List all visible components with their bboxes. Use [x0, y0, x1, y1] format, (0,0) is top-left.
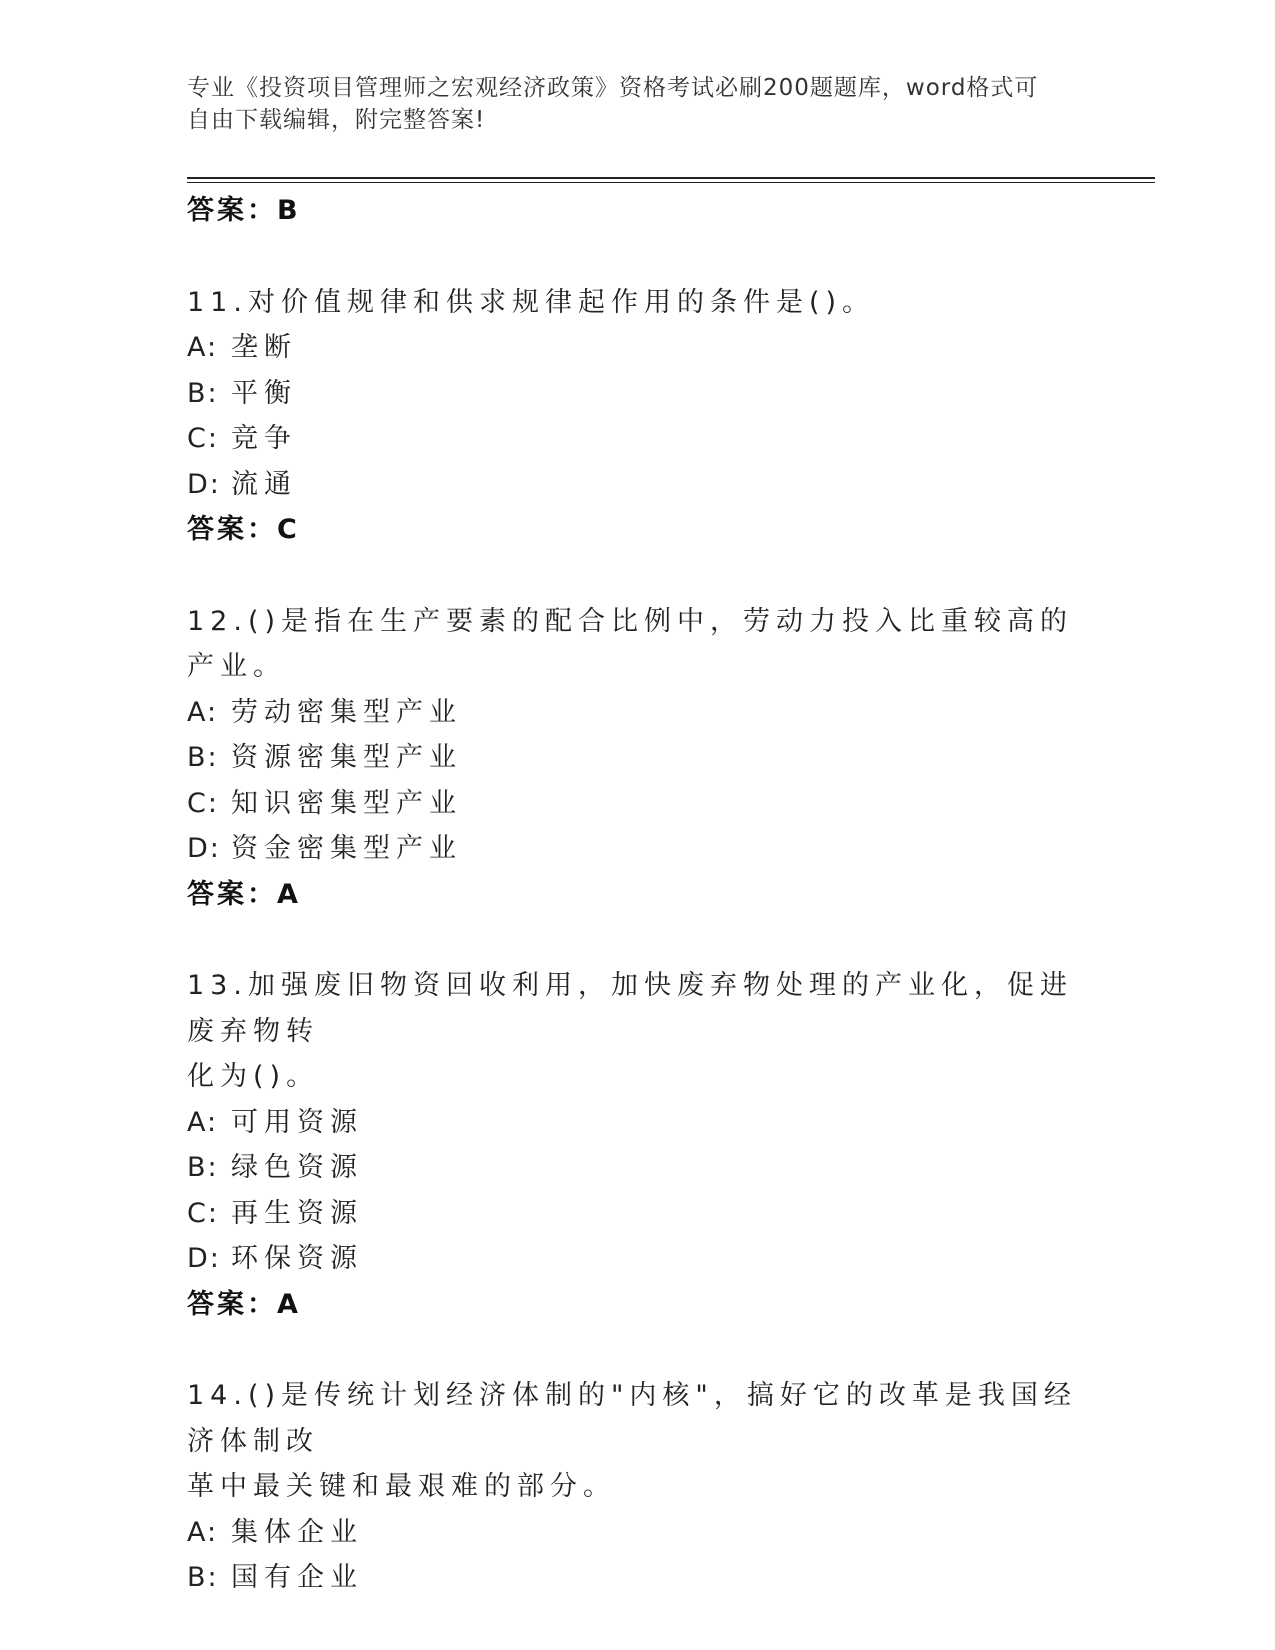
question-11	[187, 280, 1087, 553]
question-12-option-a	[187, 690, 1087, 736]
question-13-text-line-1: 13.加强废旧物资回收利用，加快废弃物处理的产业化，促进废弃物转	[187, 970, 1073, 1047]
question-list	[187, 188, 1087, 1601]
question-13	[187, 963, 1087, 1327]
option-key: C:	[187, 1197, 219, 1229]
option-text: 集体企业	[231, 1516, 363, 1548]
question-11-text: 11.对价值规律和供求规律起作用的条件是()。	[187, 286, 876, 318]
spacer	[187, 1327, 1087, 1373]
question-11-option-b	[187, 371, 1087, 417]
question-12-option-d	[187, 826, 1087, 872]
option-key: B:	[187, 1562, 219, 1593]
option-text: 资源密集型产业	[231, 742, 462, 773]
spacer	[187, 553, 1087, 599]
option-text: 垄断	[231, 332, 297, 363]
header-line-2: 自由下载编辑，附完整答案!	[187, 107, 486, 133]
answer-line-10: 答案：B	[187, 195, 301, 226]
option-key: B:	[187, 1152, 219, 1183]
question-11-option-a	[187, 325, 1087, 371]
option-key: D:	[187, 1243, 221, 1274]
option-text: 竞争	[231, 423, 297, 454]
header-divider-thick	[187, 177, 1155, 179]
question-11-answer: 答案：C	[187, 514, 300, 545]
spacer	[187, 234, 1087, 280]
question-14-text-line-2: 革中最关键和最艰难的部分。	[187, 1471, 616, 1502]
option-key: C:	[187, 787, 219, 819]
option-key: A:	[187, 1516, 219, 1548]
option-text: 环保资源	[231, 1243, 363, 1274]
option-text: 再生资源	[231, 1197, 363, 1229]
option-key: B:	[187, 377, 219, 409]
option-key: D:	[187, 833, 221, 864]
question-14-text-line-1: 14.()是传统计划经济体制的"内核"，搞好它的改革是我国经济体制改	[187, 1380, 1077, 1457]
option-text: 可用资源	[231, 1106, 363, 1138]
option-text: 绿色资源	[231, 1152, 363, 1183]
option-key: C:	[187, 423, 219, 454]
document-header	[187, 72, 1087, 136]
option-key: D:	[187, 468, 221, 500]
option-text: 流通	[231, 468, 297, 500]
question-12	[187, 599, 1087, 918]
question-14	[187, 1373, 1087, 1601]
option-key: A:	[187, 332, 219, 363]
spacer	[187, 917, 1087, 963]
option-key: B:	[187, 742, 219, 773]
question-13-answer: 答案：A	[187, 1288, 301, 1320]
question-12-option-b	[187, 735, 1087, 781]
option-text: 劳动密集型产业	[231, 696, 462, 728]
question-13-option-d	[187, 1236, 1087, 1282]
question-13-option-b	[187, 1145, 1087, 1191]
question-14-option-a	[187, 1510, 1087, 1556]
option-key: A:	[187, 1106, 219, 1138]
question-14-option-b	[187, 1555, 1087, 1601]
question-11-option-c	[187, 416, 1087, 462]
question-13-option-a	[187, 1100, 1087, 1146]
option-key: A:	[187, 696, 219, 728]
option-text: 国有企业	[231, 1562, 363, 1593]
question-11-option-d	[187, 462, 1087, 508]
question-12-option-c	[187, 781, 1087, 827]
option-text: 资金密集型产业	[231, 833, 462, 864]
question-12-text: 12.()是指在生产要素的配合比例中，劳动力投入比重较高的产业。	[187, 605, 1074, 682]
header-divider-thin	[187, 182, 1155, 183]
question-12-answer: 答案：A	[187, 878, 301, 910]
option-text: 知识密集型产业	[231, 787, 462, 819]
option-text: 平衡	[231, 377, 297, 409]
question-13-option-c	[187, 1191, 1087, 1237]
header-line-1: 专业《投资项目管理师之宏观经济政策》资格考试必刷200题题库，word格式可	[187, 75, 1039, 101]
question-13-text-line-2: 化为()。	[187, 1061, 320, 1092]
